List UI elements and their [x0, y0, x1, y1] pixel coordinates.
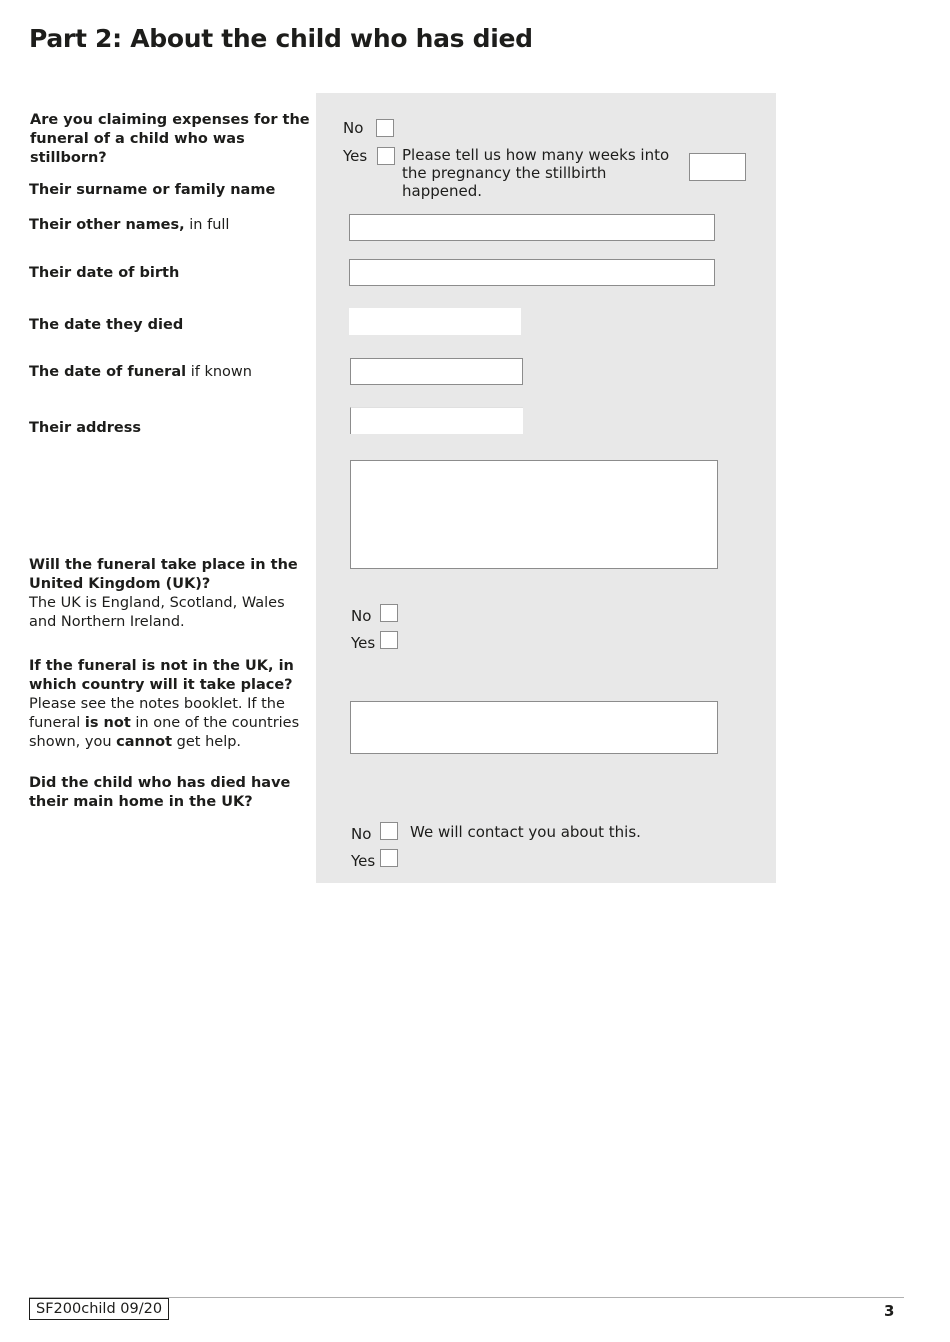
- date-died-label: The date they died: [29, 317, 184, 333]
- funeral-uk-no-checkbox[interactable]: [380, 604, 398, 622]
- address-input[interactable]: [350, 460, 718, 569]
- funeral-date-label: The date of funeral if known: [29, 364, 252, 380]
- country-question: If the funeral is not in the UK, in which country will it take place? Please see the notes booklet. If the funeral is not in one of the countries shown, you cannot get help.: [29, 658, 300, 750]
- stillborn-yes-checkbox[interactable]: [377, 147, 395, 165]
- stillborn-question: Are you claiming expenses for the funeral of a child who was stillborn?: [30, 112, 310, 166]
- stillborn-no-label: No: [343, 119, 364, 137]
- main-home-question: Did the child who has died have their main home in the UK?: [29, 775, 291, 810]
- surname-label: Their surname or family name: [29, 182, 276, 198]
- funeral-uk-no-label: No: [351, 607, 372, 625]
- dob-input[interactable]: [349, 259, 715, 286]
- funeral-uk-question: Will the funeral take place in the United Kingdom (UK)? The UK is England, Scotland, Wales and Northern Ireland.: [29, 557, 298, 630]
- funeral-date-input[interactable]: [350, 358, 523, 385]
- date-died-input[interactable]: [349, 308, 521, 335]
- stillbirth-weeks-input[interactable]: [689, 153, 746, 181]
- other-names-label: Their other names, in full: [29, 217, 230, 233]
- main-home-no-checkbox[interactable]: [380, 822, 398, 840]
- page-number: 3: [884, 1302, 895, 1320]
- funeral-uk-yes-checkbox[interactable]: [380, 631, 398, 649]
- main-home-yes-checkbox[interactable]: [380, 849, 398, 867]
- address-line-input[interactable]: [350, 407, 523, 434]
- page-title: Part 2: About the child who has died: [29, 24, 533, 53]
- main-home-no-note: We will contact you about this.: [410, 823, 641, 841]
- main-home-no-label: No: [351, 825, 372, 843]
- form-reference: SF200child 09/20: [29, 1298, 169, 1320]
- main-home-yes-label: Yes: [351, 852, 376, 870]
- other-names-input[interactable]: [349, 214, 715, 241]
- funeral-uk-yes-label: Yes: [351, 634, 376, 652]
- stillborn-no-checkbox[interactable]: [376, 119, 394, 137]
- stillbirth-weeks-prompt: Please tell us how many weeks into the pregnancy the stillbirth happened.: [402, 146, 670, 200]
- country-input[interactable]: [350, 701, 718, 754]
- dob-label: Their date of birth: [29, 265, 180, 281]
- address-label: Their address: [29, 420, 142, 436]
- stillborn-yes-label: Yes: [343, 147, 368, 165]
